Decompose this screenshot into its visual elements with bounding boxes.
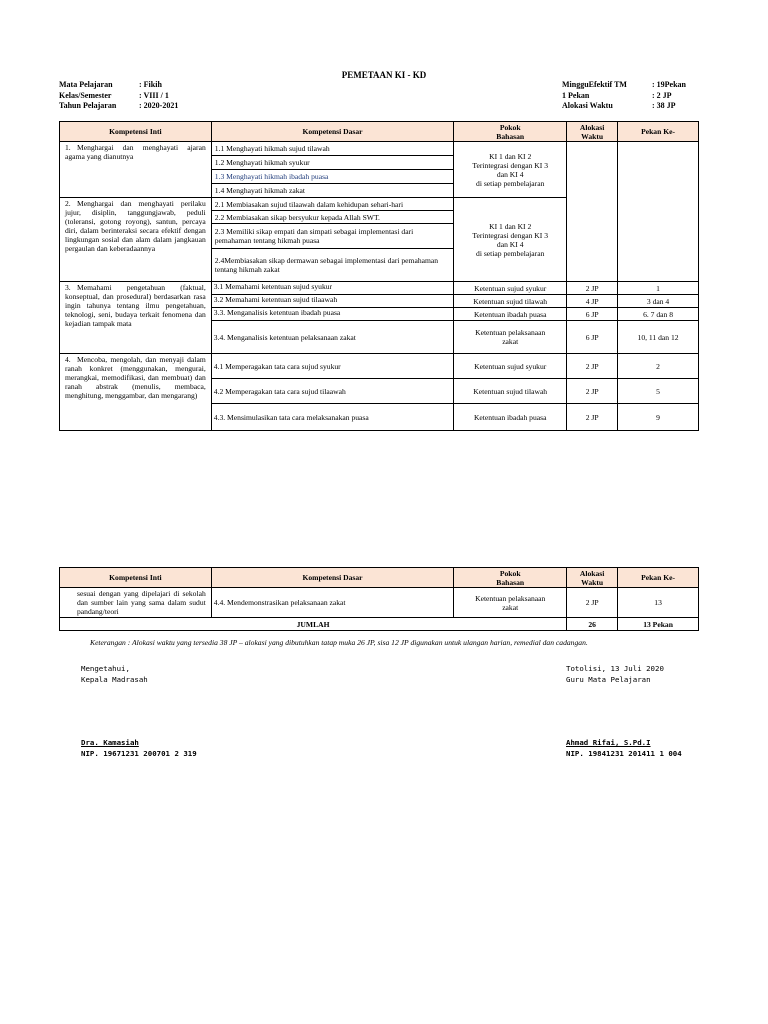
total-jp: 26 (567, 618, 618, 631)
table-row (60, 354, 699, 379)
ki-cell: sesuai dengan yang dipelajari di sekolah dan sumber lain yang sama dalam sudut pandang/teori (60, 588, 212, 618)
kd-item: 1.4 Menghayati hikmah zakat (214, 186, 306, 195)
header-ki: Kompetensi Inti (60, 568, 212, 588)
sign-line: Totolisi, 13 Juli 2020 (566, 664, 664, 673)
alokasi-cell: 2 JP (567, 354, 618, 379)
kd-cell: 4.2 Memperagakan tata cara sujud tilaawah (211, 379, 454, 404)
pekan-cell: 3 dan 4 (618, 295, 699, 308)
header-pekan: Pekan Ke- (618, 122, 699, 142)
pekan-cell: 6. 7 dan 8 (618, 308, 699, 321)
header-pokok: Pokok Bahasan (454, 568, 567, 588)
kd-cell: 4.4. Mendemonstrasikan pelaksanaan zakat (211, 588, 454, 618)
pokok-cell: Ketentuan pelaksanaan zakat (454, 321, 567, 354)
alokasi-cell: 2 JP (567, 588, 618, 618)
kd-cell: 3.4. Menganalisis ketentuan pelaksanaan zakat (211, 321, 454, 354)
signer-nip: NIP. 19671231 200701 2 319 (81, 749, 197, 758)
meta-label: MingguEfektif TM (562, 80, 627, 89)
pekan-cell (618, 142, 699, 282)
table-row (60, 588, 699, 618)
header-kd: Kompetensi Dasar (211, 568, 454, 588)
kd-cell: 4.3. Mensimulasikan tata cara melaksanakan puasa (211, 404, 454, 431)
pekan-cell: 5 (618, 379, 699, 404)
kd-cell: 3.2 Memahami ketentuan sujud tilaawah (211, 295, 454, 308)
meta-label: Alokasi Waktu (562, 101, 613, 110)
total-pekan: 13 Pekan (618, 618, 699, 631)
meta-label: 1 Pekan (562, 90, 590, 100)
alokasi-cell (567, 142, 618, 282)
signer-nip: NIP. 19841231 201411 1 004 (566, 749, 682, 758)
pokok-cell: Ketentuan sujud syukur (454, 282, 567, 295)
meta-right (562, 80, 686, 112)
alokasi-cell: 6 JP (567, 308, 618, 321)
signature-left (81, 663, 148, 685)
pekan-cell: 2 (618, 354, 699, 379)
pokok-cell: Ketentuan pelaksanaan zakat (454, 588, 567, 618)
table-row (60, 282, 699, 295)
pekan-cell: 13 (618, 588, 699, 618)
ki-cell: 4. Mencoba, mengolah, dan menyaji dalam ranah konkret (menggunakan, mengurai, merangkai, memodifikasi, dan membuat) dan ranah abstrak (menulis, membaca, menghitung, menggambar, dan mengarang) (60, 354, 212, 431)
header-pekan: Pekan Ke- (618, 568, 699, 588)
table-header-row (60, 122, 699, 142)
kd-item: 2.1 Membiasakan sujud tilaawah dalam kehidupan sehari-hari (212, 198, 454, 211)
ki-kd-table-continued (59, 567, 699, 631)
kd-item: 1.2 Menghayati hikmah syukur (212, 156, 454, 170)
alokasi-cell: 6 JP (567, 321, 618, 354)
ki-cell: 1. Menghargai dan menghayati ajaran agama yang dianutnya (60, 142, 212, 198)
pokok-cell: Ketentuan ibadah puasa (454, 404, 567, 431)
signature-right (566, 663, 664, 685)
signer-name: Ahmad Rifai, S.Pd.I (566, 738, 651, 747)
alokasi-cell: 2 JP (567, 379, 618, 404)
sign-line: Mengetahui, (81, 664, 130, 673)
meta-value: : 19Pekan (652, 80, 686, 89)
signature-left-name (81, 737, 197, 759)
note-text: Keterangan : Alokasi waktu yang tersedia 38 JP – alokasi yang dibutuhkan tatap muka 26 JP, sisa 12 JP digunakan untuk ulangan harian, remedial dan cadangan. (90, 638, 588, 647)
kd-cell (211, 198, 454, 282)
sign-line: Kepala Madrasah (81, 675, 148, 684)
header-kd: Kompetensi Dasar (211, 122, 454, 142)
meta-value: : VIII / 1 (139, 90, 169, 100)
kd-item: 1.3 Menghayati hikmah ibadah puasa (212, 170, 454, 184)
kd-cell: 3.3. Menganalisis ketentuan ibadah puasa (211, 308, 454, 321)
signature-right-name (566, 737, 682, 759)
pokok-cell: Ketentuan sujud syukur (454, 354, 567, 379)
kd-item: 2.4Membiasakan sikap dermawan sebagai implementasi dari pemahaman tentang hikmah zakat (214, 256, 439, 274)
kd-cell: 3.1 Memahami ketentuan sujud syukur (211, 282, 454, 295)
meta-value: : Fikih (139, 80, 162, 89)
meta-value: : 38 JP (652, 101, 676, 110)
pokok-cell: Ketentuan ibadah puasa (454, 308, 567, 321)
pokok-cell: Ketentuan sujud tilawah (454, 295, 567, 308)
table-header-row (60, 568, 699, 588)
pokok-cell: KI 1 dan KI 2 Terintegrasi dengan KI 3 dan KI 4 di setiap pembelajaran (454, 142, 567, 198)
ki-kd-table (59, 121, 699, 431)
meta-label: Kelas/Semester (59, 90, 112, 100)
pekan-cell: 10, 11 dan 12 (618, 321, 699, 354)
meta-left (59, 80, 178, 112)
alokasi-cell: 2 JP (567, 282, 618, 295)
header-pokok: Pokok Bahasan (454, 122, 567, 142)
ki-cell: 3. Memahami pengetahuan (faktual, konseptual, dan prosedural) berdasarkan rasa ingin tahunya tentang ilmu pengetahuan, teknologi, seni, budaya terkait fenomena dan kejadian tampak mata (60, 282, 212, 354)
header-alokasi: Alokasi Waktu (567, 122, 618, 142)
kd-item: 2.2 Membiasakan sikap bersyukur kepada Allah SWT. (212, 211, 454, 224)
meta-label: Mata Pelajaran (59, 80, 113, 89)
alokasi-cell: 2 JP (567, 404, 618, 431)
pekan-cell: 1 (618, 282, 699, 295)
alokasi-cell: 4 JP (567, 295, 618, 308)
pekan-cell: 9 (618, 404, 699, 431)
kd-item: 2.3 Memiliki sikap empati dan simpati sebagai implementasi dari pemahaman tentang hikmah puasa (212, 224, 454, 249)
sign-line: Guru Mata Pelajaran (566, 675, 651, 684)
header-alokasi: Alokasi Waktu (567, 568, 618, 588)
header-ki: Kompetensi Inti (60, 122, 212, 142)
document-title: PEMETAAN KI - KD (341, 70, 427, 80)
meta-value: : 2 JP (652, 90, 672, 100)
meta-value: : 2020-2021 (139, 101, 179, 110)
pokok-cell: Ketentuan sujud tilawah (454, 379, 567, 404)
signer-name: Dra. Kamasiah (81, 738, 139, 747)
ki-cell: 2. Menghargai dan menghayati perilaku jujur, disiplin, tanggungjawab, peduli (toleransi, gotong royong), santun, percaya diri, dalam berinteraksi secara efektif dengan lingkungan sosial dan alam dalam jangkauan pergaulan dan keberadaannya (60, 198, 212, 282)
total-row (60, 618, 699, 631)
pokok-cell: KI 1 dan KI 2 Terintegrasi dengan KI 3 dan KI 4 di setiap pembelajaran (454, 198, 567, 282)
total-label: JUMLAH (60, 618, 567, 631)
kd-cell: 4.1 Memperagakan tata cara sujud syukur (211, 354, 454, 379)
meta-label: Tahun Pelajaran (59, 101, 117, 110)
table-row (60, 142, 699, 198)
kd-cell (211, 142, 454, 198)
kd-item: 1.1 Menghayati hikmah sujud tilawah (212, 142, 454, 156)
